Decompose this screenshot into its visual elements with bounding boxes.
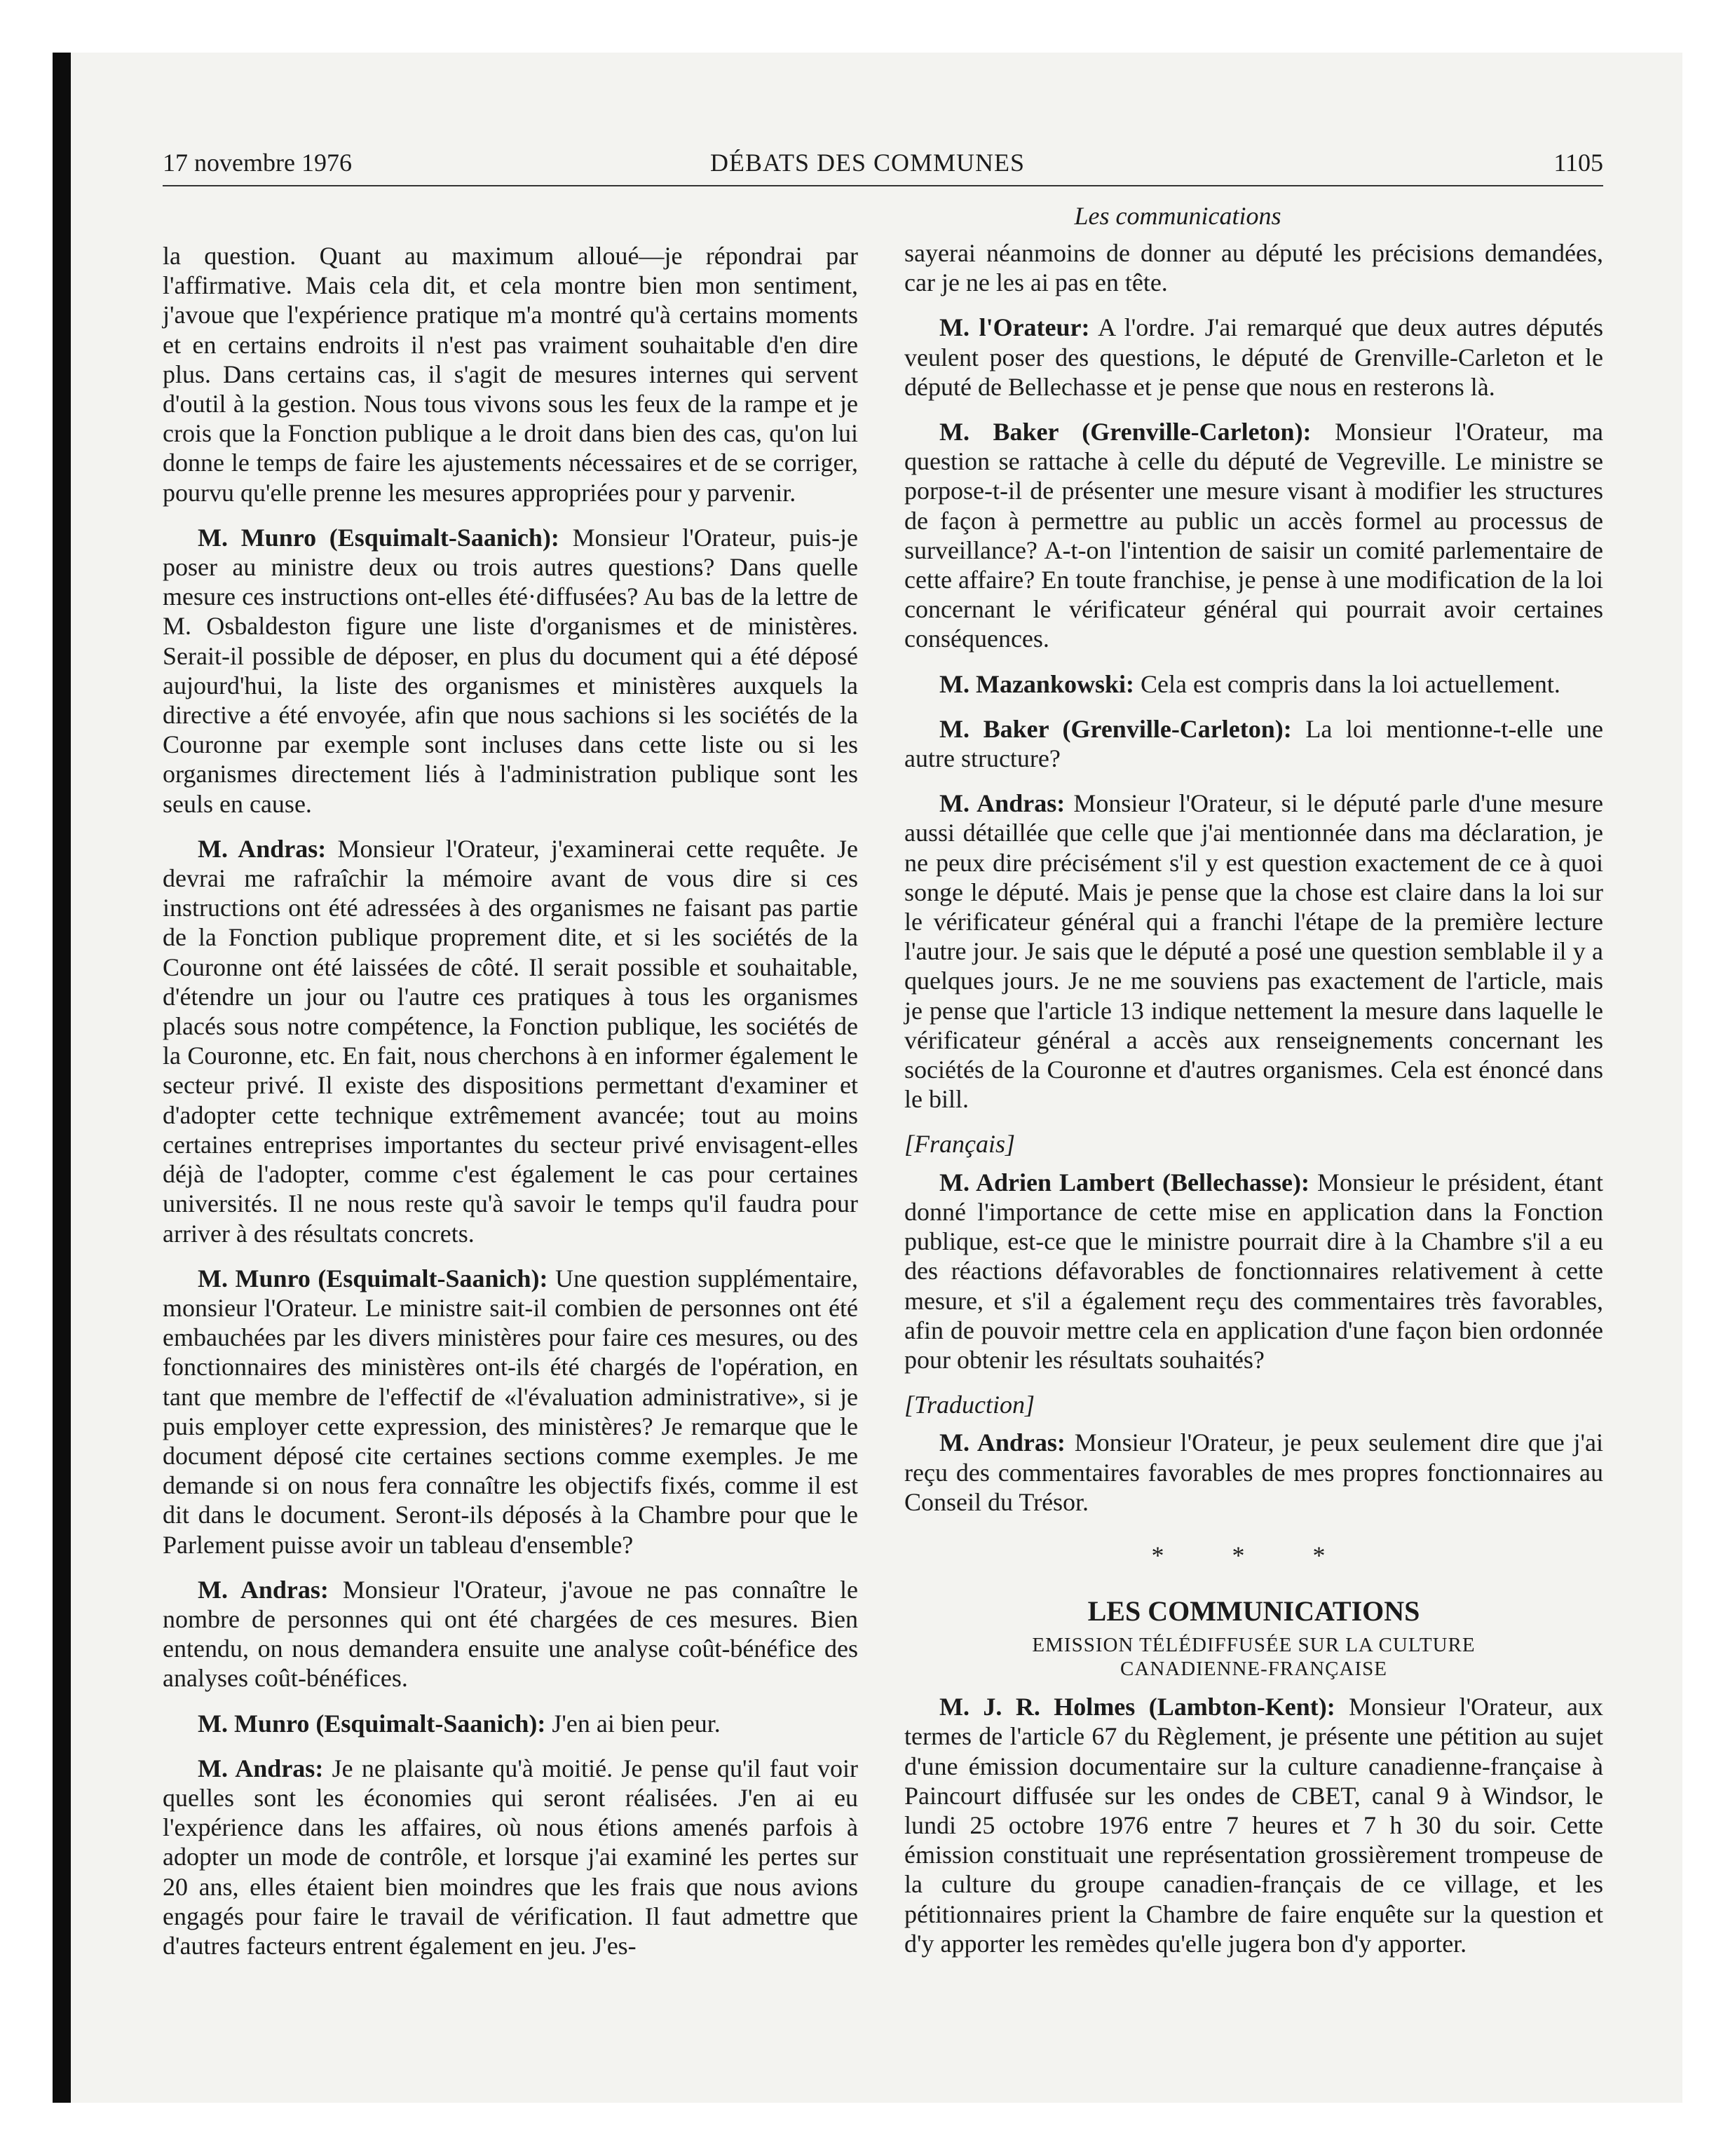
speaker-name: M. Andras: (939, 1428, 1066, 1457)
speaker-name: M. Andras: (939, 789, 1066, 818)
paragraph: M. Mazankowski: Cela est compris dans la loi actuellement. (939, 669, 1560, 698)
paragraph: M. Andras: Monsieur l'Orateur, j'avoue ne pas connaître le nombre de personnes qui ont été chargées de ces mesures. Bien entendu, on nous demandera ensuite une analyse coût-bénéfice des analyses coût-bénéfices. (163, 1575, 858, 1693)
speaker-name: M. Baker (Grenville-Carleton): (939, 714, 1292, 743)
speaker-name: M. Andras: (198, 834, 327, 863)
paragraph: M. Andras: Monsieur l'Orateur, je peux seulement dire que j'ai reçu des commentaires favorables de mes propres fonctionnaires au Conseil du Trésor. (904, 1428, 1604, 1516)
paragraph: M. Andras: Monsieur l'Orateur, si le député parle d'une mesure aussi détaillée que celle que j'ai mentionnée dans ma déclaration, je ne peux dire précisément s'il y est question exactement de ce à quoi songe le député. Mais je pense que la chose est claire dans la loi sur le vérificateur général qui a franchi l'étape de la première lecture l'autre jour. Je sais que le député a posé une question semblable il y a quelques jours. Je ne me souviens pas exactement de l'article, mais je pense que l'article 13 indique nettement la mesure dans laquelle le vérificateur général a accès aux renseignements concernant les sociétés de la Couronne et d'autres organismes. Cela est énoncé dans le bill. (904, 789, 1603, 1114)
paragraph: M. Munro (Esquimalt-Saanich): Une question supplémentaire, monsieur l'Orateur. Le ministre sait-il combien de personnes ont été embauchées par les divers ministères pour faire ces mesures, ou des fonctionnaires des ministères ont-ils été chargés de l'opération, en tant que membre de l'effectif de «l'évaluation administrative», si je puis employer cette expression, des ministères? Je remarque que le document déposé cite certaines sections comme exemples. Je me demande si on nous fera connaître les objectifs fixés, comme il est dit dans le document. Seront-ils déposés à la Chambre pour que le Parlement puisse avoir un tableau d'ensemble? (163, 1264, 858, 1559)
binding-edge (53, 53, 71, 2103)
speaker-name: M. J. R. Holmes (Lambton-Kent): (939, 1693, 1335, 1721)
speaker-name: M. Andras: (198, 1754, 324, 1782)
speaker-name: M. Munro (Esquimalt-Saanich): (198, 1264, 548, 1292)
subtitle-line: EMISSION TÉLÉDIFFUSÉE SUR LA CULTURE (1032, 1634, 1476, 1657)
paragraph: sayerai néanmoins de donner au député les précisions demandées, car je ne les ai pas en tête. (904, 239, 1603, 297)
subtitle-line: CANADIENNE-FRANÇAISE (1120, 1658, 1387, 1681)
speaker-name: M. Munro (Esquimalt-Saanich): (198, 523, 559, 552)
speaker-name: M. Mazankowski: (939, 669, 1134, 698)
paragraph: M. J. R. Holmes (Lambton-Kent): Monsieur l'Orateur, aux termes de l'article 67 du Règlement, je présente une pétition au sujet d'une émission documentaire sur la culture canadienne-française à Paincourt diffusée sur les ondes de CBET, canal 9 à Windsor, le lundi 25 octobre 1976 entre 7 heures et 7 h 30 du soir. Cette émission constituait une représentation grossièrement trompeuse de la culture du groupe canadien-français de ce village, et les pétitionnaires prient la Chambre de faire enquête sur la question et d'y apporter les remèdes qu'elle jugera bon d'y apporter. (904, 1693, 1603, 1958)
speaker-name: M. Munro (Esquimalt-Saanich): (198, 1709, 546, 1738)
right-column (904, 238, 1603, 1974)
section-separator: * * * (1151, 1541, 1356, 1569)
paragraph: M. Baker (Grenville-Carleton): Monsieur l'Orateur, ma question se rattache à celle du député de Vegreville. Le ministre se porpose-t-il de présenter une mesure visant à modifier les structures de façon à permettre au public un accès formel au processus de surveillance? A-t-on l'intention de saisir un comité parlementaire de cette affaire? En toute franchise, je pense à une modification de la loi concernant le vérificateur général qui pourrait avoir certaines conséquences. (904, 418, 1603, 653)
header-date: 17 novembre 1976 (163, 149, 352, 177)
header-rule (163, 185, 1603, 186)
language-marker-francais: [Français] (904, 1130, 1016, 1159)
paragraph: M. Andras: Je ne plaisante qu'à moitié. Je pense qu'il faut voir quelles sont les économies qui seront réalisées. J'en ai eu l'expérience dans les affaires, où nous étions amenés parfois à adopter un mode de contrôle, et lorsque j'ai examiné les pertes sur 20 ans, elles étaient bien moindres que les frais que nous avions engagés pour faire le travail de vérification. Il faut admettre que d'autres facteurs entrent également en jeu. J'es- (163, 1754, 858, 1960)
paragraph: M. Munro (Esquimalt-Saanich): J'en ai bien peur. (198, 1709, 721, 1738)
paragraph: la question. Quant au maximum alloué—je répondrai par l'affirmative. Mais cela dit, et cela montre bien mon sentiment, j'avoue que l'expérience pratique m'a montré qu'à certains moments et en certains endroits il n'est pas vraiment souhaitable d'en dire plus. Dans certains cas, il s'agit de mesures internes qui servent d'outil à la gestion. Nous tous vivons sous les feux de la rampe et je crois que la Fonction publique a le droit dans bien des cas, qu'on lui donne le temps de faire les ajustements nécessaires et de se corriger, pourvu qu'elle prenne les mesures appropriées pour y parvenir. (163, 242, 858, 507)
speaker-name: M. Adrien Lambert (Bellechasse): (939, 1168, 1309, 1196)
section-subtitle (904, 1633, 1603, 1681)
paragraph: M. Baker (Grenville-Carleton): La loi mentionne-t-elle une autre structure? (904, 714, 1603, 773)
speaker-name: M. l'Orateur: (939, 313, 1090, 342)
running-head: Les communications (1074, 202, 1281, 230)
section-title: LES COMMUNICATIONS (1087, 1595, 1420, 1628)
speaker-name: M. Baker (Grenville-Carleton): (939, 418, 1312, 446)
paragraph: M. Adrien Lambert (Bellechasse): Monsieur le président, étant donné l'importance de cette mise en application dans la Fonction publique, est-ce que le ministre pourrait dire à la Chambre s'il a eu des réactions défavorables de fonctionnaires relativement à cette mesure, et s'il a également reçu des commentaires très favorables, afin de pouvoir mettre cela en application d'une façon bien ordonnée pour obtenir les résultats souhaités? (904, 1168, 1603, 1374)
language-marker-traduction: [Traduction] (904, 1391, 1035, 1419)
header-title: DÉBATS DES COMMUNES (709, 149, 1026, 177)
paragraph: M. l'Orateur: A l'ordre. J'ai remarqué que deux autres députés veulent poser des questions, le député de Grenville-Carleton et le député de Bellechasse et je pense que nous en resterons là. (904, 313, 1603, 401)
speaker-name: M. Andras: (198, 1575, 329, 1604)
left-column (163, 241, 858, 1976)
header-page-number: 1105 (1553, 149, 1603, 177)
paragraph: M. Andras: Monsieur l'Orateur, j'examinerai cette requête. Je devrai me rafraîchir la mémoire avant de vous dire si ces instructions ont été adressées à des organismes ne faisant pas partie de la Fonction publique proprement dite, et si les sociétés de la Couronne ont été laissées de côté. Il serait possible et souhaitable, d'étendre un jour ou l'autre ces pratiques à tous les organismes placés sous notre compétence, la Fonction publique, les sociétés de la Couronne, etc. En fait, nous cherchons à en informer également le secteur privé. Il existe des dispositions permettant d'examiner et d'adopter cette technique extrêmement avancée; tout au moins certaines entreprises importantes du secteur privé envisagent-elles déjà de l'adopter, comme c'est également le cas pour certaines universités. Il ne nous reste qu'à savoir le temps qu'il faudra pour arriver à des résultats concrets. (163, 834, 858, 1248)
paragraph: M. Munro (Esquimalt-Saanich): Monsieur l'Orateur, puis-je poser au ministre deux ou trois autres questions? Dans quelle mesure ces instructions ont-elles été·diffusées? Au bas de la lettre de M. Osbaldeston figure une liste d'organismes et de ministères. Serait-il possible de déposer, en plus du document qui a été déposé aujourd'hui, la liste des organismes et ministères auxquels la directive a été envoyée, afin que nous sachions si les sociétés de la Couronne par exemple sont incluses dans cette liste ou si les organismes directement liés à l'administration publique sont les seuls en cause. (163, 523, 858, 818)
